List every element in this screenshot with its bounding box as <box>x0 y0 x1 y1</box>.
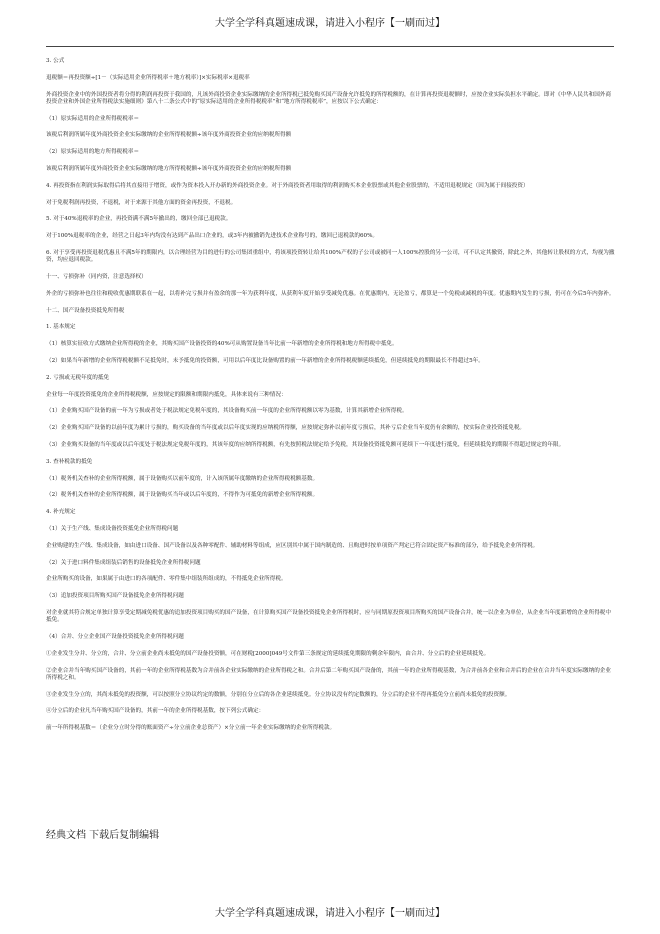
paragraph: （2）如果当年新增的企业所得税税额不足抵免时，未予抵免的投资额，可用以后年度比设备购置的前一年新增的企业所得税税额延续抵免，但延续抵免的期限最长不得超过5年。 <box>46 357 484 364</box>
page-header: 大学全学科真题速成课，请进入小程序【一刷而过】 <box>215 18 445 29</box>
paragraph: 6. 对于享受再投资退税优惠且不满5年的期限内，以合理经营为目的进行的公司集团重组中，将该项投资转让给其100%产权的子公司或被同一人100%控股的另一公司，可不认定其撤资，除此之外，其他转让股权的方式，均视为撤资，均应退回税款。 <box>46 249 615 264</box>
paragraph: 外商投资企业中的外国投资者将分得的利润再投资于我国的，凡该外商投资企业实际缴纳的企业所得税已抵免购买国产设备允许抵免的所得税额的，在计算再投资退税额时，应按企业实际负担水平确定。即对《中华人民共和国外商投资企业和外国企业所得税法实施细则》第八十二条公式中的“原实际适用的企业所得税税率”和“地方所得税税率”，应按以下公式确定： <box>46 91 611 105</box>
paragraph: 该税后利润所属年度外商投资企业实际缴纳的企业所得税税额÷该年度外商投资企业的应纳税所得额 <box>46 132 292 139</box>
subsection-heading: 2. 亏损或无税年度的抵免 <box>46 374 110 381</box>
paragraph: 该税后利润所属年度外商投资企业实际缴纳的地方所得税税额÷该年度外商投资企业的应纳税所得额 <box>46 165 292 172</box>
paragraph: （1）税务机关查补的企业所得税额，属于设备购买以前年度的，计入该所属年度缴纳的企业所得税税额基数。 <box>46 475 319 482</box>
paragraph: 5. 对于40%退税率的企业，再投资满不满5年撤出的，缴回全部已退税款。 <box>46 216 232 223</box>
document-body <box>46 58 616 742</box>
paragraph: ③企业发生分立的，其尚未抵免的投资额，可以按照分立协议约定的数额，分别在分立后的各企业延续抵免。分立协议没有约定数额的，分立后的企业不得再抵免分立前尚未抵免的投资额。 <box>46 691 511 698</box>
formula-line: 退税额＝再投资额÷[1－（实际适用企业所得税率＋地方税率）]×实际税率×退税率 <box>46 74 250 81</box>
paragraph: 企业每一年度投资抵免的企业所得税税额，应按规定的限额和期限内抵免，具体来说有三种情况： <box>46 391 287 398</box>
paragraph: ②企业合并当年购买国产设备的，其前一年的企业所得税基数为合并前各企业实际缴纳的企业所得税之和。合并后第二年购买国产设备的，其前一年的企业所得税基数，为合并前各企业和合并后的企业在合并当年度实际缴纳的企业所得税之和。 <box>46 667 611 681</box>
paragraph: （4）合并、分立企业国产设备投资抵免企业所得税问题 <box>46 633 184 640</box>
paragraph: （2）税务机关查补的企业所得税额，属于设备购买当年或以后年度的，不得作为可抵免的新增企业所得税额。 <box>46 492 319 499</box>
page-footer: 大学全学科真题速成课，请进入小程序【一刷而过】 <box>215 908 445 919</box>
document-tail-note: 经典文档 下载后复制编辑 <box>46 830 160 841</box>
subsection-heading: 3. 查补税款的抵免 <box>46 458 93 465</box>
paragraph: （1）关于生产线、集成设备投资抵免企业所得税问题 <box>46 525 179 532</box>
paragraph: 4. 再投资指在利润实际取得后将其直接用于增资，或作为资本投入开办新的外商投资企业。对于外商投资者用取得的利润购买本企业股票或其他企业股票的，不适用退税规定（因为属于间接投资） <box>46 182 529 189</box>
paragraph: （2）企业购买国产设备的以前年度为累计亏损的，购买设备的当年度或以后年度实现的应纳税所得额，应按规定弥补以前年度亏损后，其补亏后企业当年度仍有余额的，按实际企业投资抵免税。 <box>46 425 526 432</box>
section-heading: 十二、国产设备投资抵免所得税 <box>46 307 125 314</box>
header-divider <box>46 46 614 47</box>
paragraph: 前一年所得税基数＝（企业分立时分得的账面资产÷分立前企业总资产）×分立前一年企业实际缴纳的企业所得税款。 <box>46 725 336 732</box>
paragraph: 对于100%退税率的企业，经营之日起3年内均没有达到产品出口企业的，或3年内被撤销先进技术企业称号的，缴回已退税款的60%。 <box>46 233 379 240</box>
subsection-heading: 1. 基本规定 <box>46 324 76 331</box>
paragraph: ④分立后的企业凡当年购买国产设备的，其前一年的企业所得税基数，按下列公式确定： <box>46 708 265 715</box>
paragraph: （1）企业购买国产设备的前一年为亏损或者处于税法规定免税年度的，其设备购买前一年度的企业所得税额以零为基数，计算其新增企业所得税。 <box>46 408 408 415</box>
paragraph: 对企业就其符合规定单独计算享受定期减免税优惠的追加投资项目购买的国产设备，在计算购买国产设备投资抵免企业所得税时，应与同期原投资项目所购买的国产设备合并，统一以企业为单位，从企业当年度新增的企业所得税中抵免。 <box>46 609 611 624</box>
paragraph: 外企的亏损弥补也往往和税收优惠期联系在一起，以将补完亏损并有盈余的那一年为获利年度，从获利年度开始享受减免优惠。在优惠期内，无论盈亏，都算是一个免税或减税的年度。优惠期内发生的亏损，仍可在今后5年内弥补。 <box>46 290 615 297</box>
paragraph: ①企业发生分并、分立的，合并、分立前企业尚未抵免的国产设备投资额，可在财税[2000]049号文件第三条规定的延续抵免期限的剩余年限内，由合并、分立后的企业延续抵免。 <box>46 650 490 657</box>
subsection-heading: 4. 补充规定 <box>46 509 76 516</box>
paragraph: （1）原实际适用的企业所得税税率＝ <box>46 115 140 122</box>
section-heading: 3. 公式 <box>46 58 65 64</box>
paragraph: （3）追加投资项目所购买国产设备抵免企业所得税问题 <box>46 593 184 600</box>
section-heading: 十一、亏损弥补（同内资，注意选择权） <box>46 273 147 280</box>
paragraph: 企业购建的生产线、集成设备，如由进口设备、国产设备以及各种零配件、辅助材料等组成，应区别其中属于国内制造的、且购进时按单项资产判定已符合固定资产标准的部分，给予抵免企业所得税。 <box>46 542 539 549</box>
paragraph: （1）核算实征收方式缴纳企业所得税的企业，其购买国产设备投资的40%可从购置设备当年比前一年新增的企业所得税和地方所得税中抵免。 <box>46 341 398 348</box>
paragraph: （2）原实际适用的地方所得税税率＝ <box>46 149 140 156</box>
paragraph: 对于免税利润再投资，不退税，对于来源于其他方面的资金再投资，不退税。 <box>46 199 237 206</box>
paragraph: 企业所购买的设备，如果属于由进口的各项配件、零件集中组装所组成的，不得抵免企业所得税。 <box>46 576 287 583</box>
paragraph: （2）关于进口料件集成组装后销售的设备抵免企业所得税问题 <box>46 559 201 566</box>
paragraph: （3）企业购买设备的当年度或以后年度处于税法规定免税年度的，其该年度的应纳所得税额，有先按照税法规定给予免税，其设备投资抵免额可延续下一年度进行抵免，但延续抵免的期限不得超过规定的年限。 <box>46 441 565 448</box>
